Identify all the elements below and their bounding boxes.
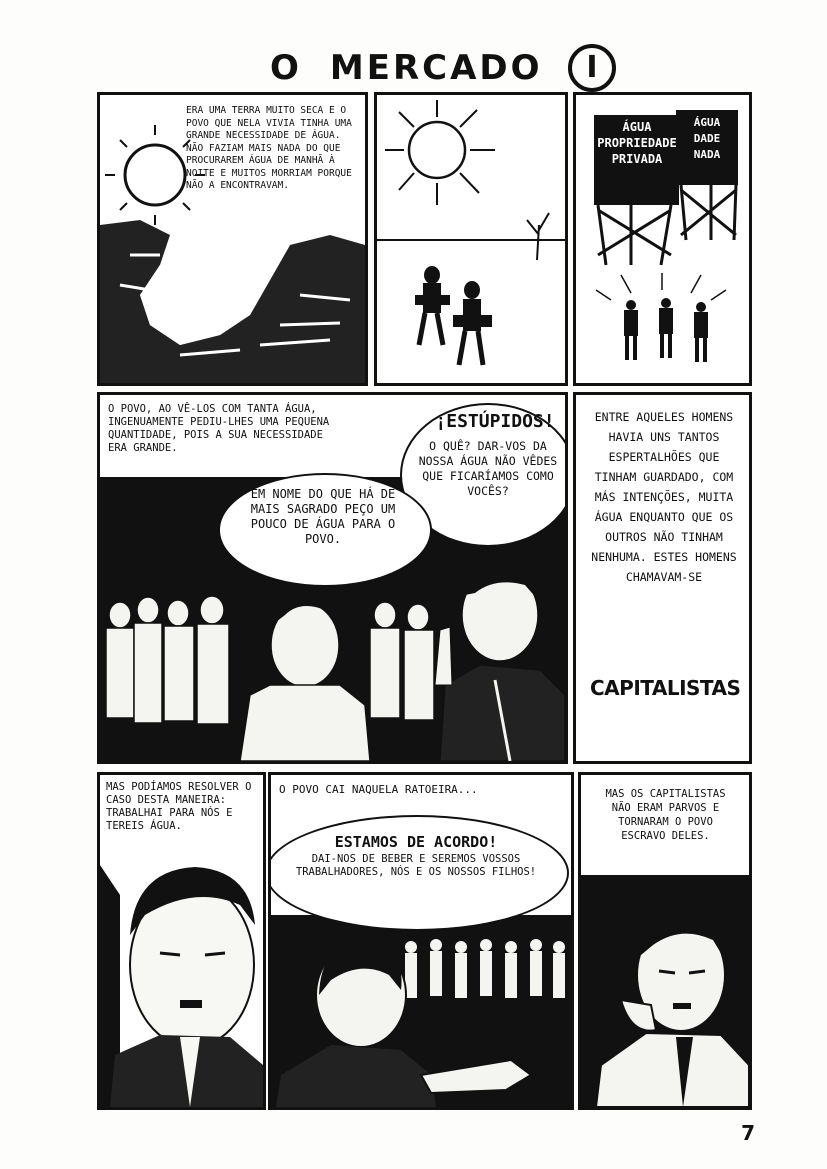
chapter-number-badge: I [568,44,616,92]
panel-boss-proposes [97,772,266,1110]
page-number: 7 [741,1121,755,1145]
panel-walkers [374,92,568,386]
bubble-boss-text: O QUÊ? DAR-VOS DA NOSSA ÁGUA NÃO VÊDES QUE FICARÍAMOS COMO VOCÊS? [418,439,558,498]
panel7-caption: O POVO CAI NAQUELA RATOEIRA... [279,783,478,796]
panel5-caption: ENTRE AQUELES HOMENS HAVIA UNS TANTOS ESPERTALHÕES QUE TINHAM GUARDADO, COM MÁS INTENÇÕES, MUITA ÁGUA ENQUANTO QUE OS OUTROS NÃO TINHAM NENHUMA. ESTES HOMENS CHAMAVAM-SE [591,410,737,584]
tank-label-right: ÁGUA DADE NADA [693,116,721,161]
capitalistas-label: CAPITALISTAS [590,676,741,700]
panel-people-ask [97,392,568,764]
panel4-caption: O POVO, AO VÊ-LOS COM TANTA ÁGUA, INGENUAMENTE PEDIU-LHES UMA PEQUENA QUANTIDADE, POIS A SUA NECESSIDADE ERA GRANDE. [108,403,330,454]
walkers-illustration [377,95,565,383]
panel-water-tanks [573,92,752,386]
panel8-caption: MAS OS CAPITALISTAS NÃO ERAM PARVOS E TORNARAM O POVO ESCRAVO DELES. [605,788,726,842]
title-word-o: O [270,48,302,88]
title-word-mercado: MERCADO [329,48,543,88]
panel6-caption: MAS PODÍAMOS RESOLVER O CASO DESTA MANEIRA: TRABALHAI PARA NÓS E TEREIS ÁGUA. [106,781,252,832]
page-title [270,48,543,88]
bubble-man-text: EM NOME DO QUE HÁ DE MAIS SAGRADO PEÇO UM POUCO DE ÁGUA PARA O POVO. [250,487,396,546]
panel-capitalistas [573,392,752,764]
bubble-boss-exclaim: ¡ESTÚPIDOS! [435,411,555,432]
tank-label-left: ÁGUA PROPRIEDADE PRIVADA [597,120,677,166]
panel1-caption: ERA UMA TERRA MUITO SECA E O POVO QUE NELA VIVIA TINHA UMA GRANDE NECESSIDADE DE ÁGUA. NÃO FAZIAM MAIS NADA DO QUE PROCURAREM ÁGUA DE MANHÃ À NOITE E MUITOS MORRIAM PORQUE NÃO A ENCONTRAVAM. [186,105,352,191]
bubble-agreement-text: DAI-NOS DE BEBER E SEREMOS VOSSOS TRABALHADORES, NÓS E OS NOSSOS FILHOS! [295,853,537,878]
bubble-agreement-title: ESTAMOS DE ACORDO! [334,833,498,851]
panel-dry-land [97,92,368,386]
panel-trap [268,772,574,1110]
panel-enslaved [578,772,752,1110]
